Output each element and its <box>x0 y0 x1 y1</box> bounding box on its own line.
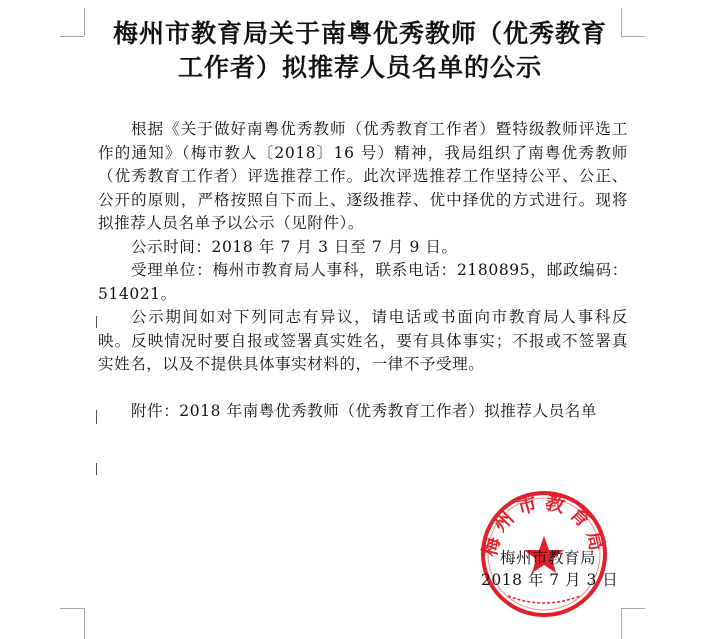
crop-mark-bottom-left-h <box>60 608 84 609</box>
document-title-line-1: 梅州市教育局关于南粤优秀教师（优秀教育 <box>112 19 607 48</box>
crop-mark-bottom-left <box>84 608 85 639</box>
margin-tick <box>96 410 97 424</box>
signature-org: 梅州市教育局 <box>500 549 597 567</box>
paragraph-attachment: 附件：2018 年南粤优秀教师（优秀教育工作者）拟推荐人员名单 <box>131 401 597 420</box>
margin-tick <box>96 316 97 328</box>
seal-text: 梅州市教育局 <box>478 491 610 559</box>
signature-date: 2018 年 7 月 3 日 <box>481 571 619 589</box>
crop-mark-bottom-right-h <box>621 608 645 609</box>
paragraph-publicity-period: 公示时间：2018 年 7 月 3 日至 7 月 9 日。 <box>131 237 458 256</box>
paragraph-basis: 根据《关于做好南粤优秀教师（优秀教育工作者）暨特级教师评选工作的通知》（梅市教人〔2018〕16 号）精神，我局组织了南粤优秀教师（优秀教育工作者）评选推荐工作。此次评选推荐工作坚持公平、公正、公开的原则，严格按照自下而上、逐级推荐、优中择优的方式进行。现将拟推荐人员名单予以公示（见附件）。 <box>98 120 628 232</box>
document-body <box>98 118 628 423</box>
paragraph-contact: 受理单位：梅州市教育局人事科，联系电话：2180895，邮政编码：514021。 <box>98 261 628 303</box>
crop-mark-bottom-right <box>621 608 622 639</box>
document-title-line-2: 工作者）拟推荐人员名单的公示 <box>177 53 542 82</box>
margin-tick <box>96 463 97 475</box>
paragraph-objection: 公示期间如对下列同志有异议，请电话或书面向市教育局人事科反映。反映情况时要自报或签署真实姓名，要有具体事实；不报或不签署真实姓名，以及不提供具体事实材料的，一律不予受理。 <box>98 308 628 373</box>
